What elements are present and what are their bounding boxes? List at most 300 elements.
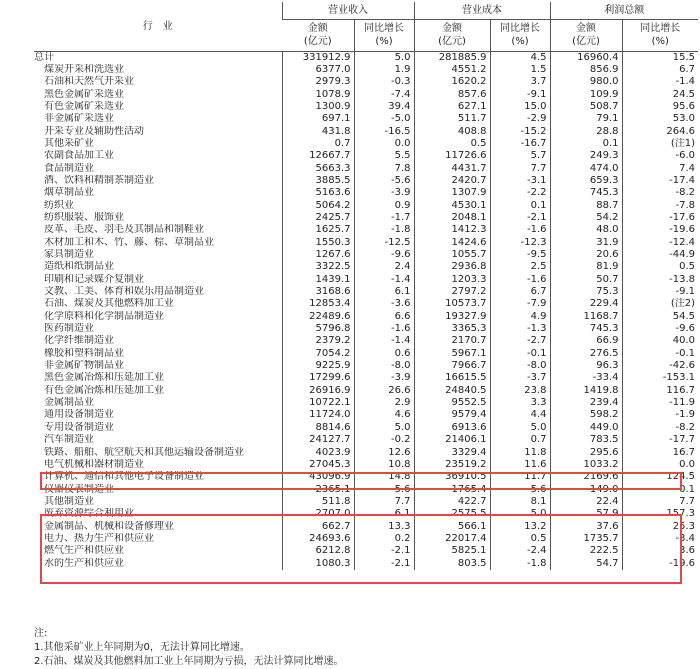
- industry-name-cell: 汽车制造业: [44, 434, 94, 446]
- table-row: [34, 360, 698, 372]
- revenue-amount-cell: 7054.2: [282, 348, 354, 360]
- cost-amount-cell: 16615.5: [414, 372, 490, 384]
- table-row: [34, 200, 698, 212]
- revenue-amount-cell: 1078.9: [282, 89, 354, 101]
- profit-amount-cell: 22.4: [550, 496, 622, 508]
- industry-name-cell: 石油和天然气开采业: [44, 76, 134, 88]
- revenue-growth-cell: 39.4: [354, 101, 414, 113]
- cost-amount-cell: 1620.2: [414, 76, 490, 88]
- table-row: [34, 558, 698, 570]
- revenue-growth-cell: 13.3: [354, 521, 414, 533]
- table-row: [34, 274, 698, 286]
- industry-name-cell: 食品制造业: [44, 162, 94, 174]
- revenue-amount-cell: 1080.3: [282, 558, 354, 570]
- profit-amount-cell: 745.3: [550, 323, 622, 335]
- profit-growth-cell: 116.7: [622, 385, 698, 397]
- cost-amount-cell: 2936.8: [414, 261, 490, 273]
- profit-growth-cell: -0.1: [622, 348, 698, 360]
- revenue-growth-cell: -0.2: [354, 434, 414, 446]
- table-row: [34, 397, 698, 409]
- revenue-growth-cell: 5.5: [354, 150, 414, 162]
- cost-growth-cell: 1.5: [490, 64, 550, 76]
- cost-growth-cell: 11.6: [490, 459, 550, 471]
- revenue-amount-cell: 43096.9: [282, 471, 354, 483]
- profit-amount-cell: 745.3: [550, 187, 622, 199]
- table-row: [34, 434, 698, 446]
- cost-growth-cell: -2.4: [490, 545, 550, 557]
- industry-name-cell: 烟草制品业: [44, 187, 94, 199]
- revenue-amount-cell: 9225.9: [282, 360, 354, 372]
- cost-growth-cell: -1.8: [490, 558, 550, 570]
- cost-amount-cell: 1412.3: [414, 224, 490, 236]
- profit-growth-cell: 0.0: [622, 459, 698, 471]
- revenue-growth-cell: 6.1: [354, 508, 414, 520]
- industry-header: 行 业: [34, 2, 282, 51]
- profit-growth-cell: 15.5: [622, 51, 698, 64]
- cost-growth-cell: -15.2: [490, 126, 550, 138]
- industry-name-cell: 铁路、船舶、航空航天和其他运输设备制造业: [44, 446, 244, 458]
- cost-growth-cell: 4.5: [490, 51, 550, 64]
- profit-growth-cell: 124.5: [622, 471, 698, 483]
- revenue-amount-cell: 12667.7: [282, 150, 354, 162]
- profit-amount-cell: 239.4: [550, 397, 622, 409]
- profit-amount-cell: 474.0: [550, 163, 622, 175]
- cost-amount-cell: 21406.1: [414, 434, 490, 446]
- cost-amount-cell: 422.7: [414, 496, 490, 508]
- industry-name-cell: 石油、煤炭及其他燃料加工业: [44, 298, 174, 310]
- table-row: [34, 545, 698, 557]
- industry-name-cell: 文教、工美、体育和娱乐用品制造业: [44, 286, 204, 298]
- profit-growth-cell: -17.6: [622, 212, 698, 224]
- cost-growth-cell: -2.1: [490, 212, 550, 224]
- profit-growth-cell: 40.0: [622, 335, 698, 347]
- profit-amount-cell: 88.7: [550, 200, 622, 212]
- industry-name-cell: 有色金属矿采选业: [44, 100, 124, 112]
- revenue-amount-cell: 6377.0: [282, 64, 354, 76]
- profit-growth-cell: 24.5: [622, 89, 698, 101]
- cost-amount-cell: 627.1: [414, 101, 490, 113]
- cost-amount-cell: 0.5: [414, 138, 490, 150]
- cost-amount-cell: 9552.5: [414, 397, 490, 409]
- cost-growth-cell: 0.7: [490, 434, 550, 446]
- revenue-growth-cell: 0.9: [354, 200, 414, 212]
- profit-amount-cell: 54.7: [550, 558, 622, 570]
- table-row: [34, 237, 698, 249]
- profit-amount-cell: 66.9: [550, 335, 622, 347]
- industry-name-cell: 燃气生产和供应业: [44, 545, 124, 557]
- revenue-growth-cell: 12.6: [354, 447, 414, 459]
- table-row: [34, 249, 698, 261]
- table-row: [34, 212, 698, 224]
- revenue-growth-cell: -3.6: [354, 298, 414, 310]
- revenue-amount-cell: 1300.9: [282, 101, 354, 113]
- profit-growth-cell: -8.2: [622, 187, 698, 199]
- profit-amount-cell: 1168.7: [550, 311, 622, 323]
- table-row: [34, 521, 698, 533]
- cost-growth-cell: -0.1: [490, 348, 550, 360]
- cost-growth-cell: 13.2: [490, 521, 550, 533]
- revenue-growth-cell: 2.4: [354, 261, 414, 273]
- profit-amount-cell: 229.4: [550, 298, 622, 310]
- revenue-amount-cell: 3168.6: [282, 286, 354, 298]
- revenue-amount-cell: 3322.5: [282, 261, 354, 273]
- revenue-growth-cell: 7.7: [354, 496, 414, 508]
- profit-growth-cell: -3.4: [622, 533, 698, 545]
- profit-growth-cell: 54.5: [622, 311, 698, 323]
- table-row: [34, 459, 698, 471]
- industry-name-cell: 非金属矿采选业: [44, 113, 114, 125]
- industry-name-cell: 医药制造业: [44, 323, 94, 335]
- cost-growth-cell: -3.7: [490, 372, 550, 384]
- profit-amount-cell: 54.2: [550, 212, 622, 224]
- profit-growth-cell: -8.2: [622, 422, 698, 434]
- revenue-amount-cell: 27045.3: [282, 459, 354, 471]
- revenue-amount-cell: 26916.9: [282, 385, 354, 397]
- table-row: [34, 150, 698, 162]
- profit-amount-cell: 856.9: [550, 64, 622, 76]
- cost-amount-cell: 5825.1: [414, 545, 490, 557]
- cost-amount-cell: 1424.6: [414, 237, 490, 249]
- profit-growth-cell: 25.3: [622, 521, 698, 533]
- cost-amount-cell: 10573.7: [414, 298, 490, 310]
- revenue-growth-cell: -1.6: [354, 323, 414, 335]
- table-row: [34, 348, 698, 360]
- cost-growth-cell: -1.3: [490, 323, 550, 335]
- cost-growth-cell: 5.7: [490, 150, 550, 162]
- cost-amount-cell: 857.6: [414, 89, 490, 101]
- revenue-group-header: 营业收入: [282, 2, 414, 19]
- cost-growth-cell: -7.9: [490, 298, 550, 310]
- profit-growth-cell: -19.6: [622, 224, 698, 236]
- profit-amount-cell: -33.4: [550, 372, 622, 384]
- revenue-amount-cell: 1625.7: [282, 224, 354, 236]
- profit-amount-cell: 149.0: [550, 484, 622, 496]
- profit-growth-cell: -9.1: [622, 286, 698, 298]
- cost-growth-cell: 11.7: [490, 471, 550, 483]
- profit-amount-cell: 31.9: [550, 237, 622, 249]
- industry-name-cell: 废弃资源综合利用业: [44, 508, 134, 520]
- profit-group-header: 利润总额: [550, 2, 698, 19]
- revenue-growth-cell: 2.9: [354, 397, 414, 409]
- cost-amount-cell: 281885.9: [414, 51, 490, 64]
- profit-growth-header: 同比增长 (%): [622, 19, 698, 51]
- revenue-amount-cell: 2979.3: [282, 76, 354, 88]
- cost-amount-cell: 3365.3: [414, 323, 490, 335]
- revenue-amount-cell: 1439.1: [282, 274, 354, 286]
- industry-name-cell: 电气机械和器材制造业: [44, 458, 144, 470]
- profit-growth-cell: -1.9: [622, 409, 698, 421]
- revenue-growth-cell: -12.5: [354, 237, 414, 249]
- table-row: [34, 447, 698, 459]
- table-row: [34, 76, 698, 88]
- profit-amount-cell: 2169.6: [550, 471, 622, 483]
- profit-amount-cell: 508.7: [550, 101, 622, 113]
- cost-growth-cell: 0.1: [490, 200, 550, 212]
- table-row: [34, 286, 698, 298]
- profit-growth-cell: -1.4: [622, 76, 698, 88]
- table-row: [34, 175, 698, 187]
- cost-amount-cell: 3329.4: [414, 447, 490, 459]
- cost-growth-cell: -8.0: [490, 360, 550, 372]
- revenue-amount-cell: 662.7: [282, 521, 354, 533]
- revenue-amount-cell: 22489.6: [282, 311, 354, 323]
- cost-amount-cell: 6913.6: [414, 422, 490, 434]
- profit-growth-cell: 53.0: [622, 113, 698, 125]
- revenue-amount-cell: 3885.5: [282, 175, 354, 187]
- profit-amount-cell: 48.0: [550, 224, 622, 236]
- profit-amount-cell: 20.6: [550, 249, 622, 261]
- industry-name-cell: 印刷和记录媒介复制业: [44, 273, 144, 285]
- cost-growth-cell: 0.5: [490, 533, 550, 545]
- cost-amount-cell: 1765.4: [414, 484, 490, 496]
- cost-amount-cell: 22017.4: [414, 533, 490, 545]
- cost-amount-cell: 4551.2: [414, 64, 490, 76]
- industry-name-cell: 金属制品、机械和设备修理业: [44, 520, 174, 532]
- table-row: [34, 138, 698, 150]
- revenue-amount-cell: 2707.0: [282, 508, 354, 520]
- industry-name-cell: 纺织业: [44, 199, 74, 211]
- cost-growth-cell: -1.6: [490, 274, 550, 286]
- profit-amount-cell: 1419.8: [550, 385, 622, 397]
- profit-amount-cell: 222.5: [550, 545, 622, 557]
- table-row: [34, 51, 698, 64]
- profit-amount-cell: 295.6: [550, 447, 622, 459]
- revenue-growth-cell: 0.2: [354, 533, 414, 545]
- cost-growth-cell: 7.7: [490, 163, 550, 175]
- revenue-amount-cell: 24127.7: [282, 434, 354, 446]
- cost-growth-cell: 11.8: [490, 447, 550, 459]
- revenue-growth-cell: 5.0: [354, 51, 414, 64]
- table-row: [34, 533, 698, 545]
- cost-growth-cell: 4.4: [490, 409, 550, 421]
- profit-growth-cell: -153.1: [622, 372, 698, 384]
- profit-growth-cell: -6.0: [622, 150, 698, 162]
- table-row: [34, 298, 698, 310]
- revenue-growth-cell: 5.0: [354, 422, 414, 434]
- note-item: 2.石油、煤炭及其他燃料加工业上年同期为亏损，无法计算同比增速。: [34, 656, 344, 667]
- revenue-growth-cell: -5.0: [354, 113, 414, 125]
- cost-growth-cell: 3.3: [490, 397, 550, 409]
- revenue-amount-cell: 1550.3: [282, 237, 354, 249]
- profit-amount-cell: 96.3: [550, 360, 622, 372]
- revenue-growth-cell: -3.9: [354, 187, 414, 199]
- industry-name-cell: 开采专业及辅助性活动: [44, 125, 144, 137]
- table-row: [34, 484, 698, 496]
- table-row: [34, 508, 698, 520]
- cost-amount-header: 金额 (亿元): [414, 19, 490, 51]
- industry-name-cell: 化学原料和化学制品制造业: [44, 310, 164, 322]
- profit-growth-cell: -42.6: [622, 360, 698, 372]
- revenue-growth-cell: -5.6: [354, 175, 414, 187]
- cost-amount-cell: 4530.1: [414, 200, 490, 212]
- revenue-amount-cell: 5163.6: [282, 187, 354, 199]
- revenue-growth-cell: 10.8: [354, 459, 414, 471]
- revenue-amount-cell: 0.7: [282, 138, 354, 150]
- cost-growth-cell: -2.2: [490, 187, 550, 199]
- cost-growth-cell: -1.6: [490, 224, 550, 236]
- profit-growth-cell: 3.6: [622, 545, 698, 557]
- revenue-amount-cell: 5064.2: [282, 200, 354, 212]
- cost-growth-cell: 4.9: [490, 311, 550, 323]
- revenue-growth-cell: 6.6: [354, 311, 414, 323]
- revenue-amount-header: 金额 (亿元): [282, 19, 354, 51]
- cost-growth-cell: 5.0: [490, 422, 550, 434]
- cost-amount-cell: 408.8: [414, 126, 490, 138]
- profit-amount-cell: 50.7: [550, 274, 622, 286]
- revenue-growth-cell: 7.8: [354, 163, 414, 175]
- table-row: [34, 323, 698, 335]
- revenue-growth-cell: 14.8: [354, 471, 414, 483]
- revenue-growth-cell: -9.6: [354, 249, 414, 261]
- profit-growth-cell: -13.8: [622, 274, 698, 286]
- cost-growth-cell: 5.6: [490, 484, 550, 496]
- industry-name-cell: 水的生产和供应业: [44, 557, 124, 569]
- industry-name-cell: 煤炭开采和洗选业: [44, 63, 124, 75]
- cost-amount-cell: 803.5: [414, 558, 490, 570]
- cost-amount-cell: 2575.5: [414, 508, 490, 520]
- cost-growth-cell: 8.1: [490, 496, 550, 508]
- revenue-growth-cell: -7.4: [354, 89, 414, 101]
- revenue-amount-cell: 1267.6: [282, 249, 354, 261]
- profit-growth-cell: -19.6: [622, 558, 698, 570]
- revenue-amount-cell: 331912.9: [282, 51, 354, 64]
- profit-growth-cell: -9.6: [622, 323, 698, 335]
- cost-growth-cell: 6.7: [490, 286, 550, 298]
- industry-name-cell: 农副食品加工业: [44, 150, 114, 162]
- profit-growth-cell: 7.4: [622, 163, 698, 175]
- profit-amount-cell: 1735.7: [550, 533, 622, 545]
- industry-name-cell: 总计: [34, 51, 54, 63]
- revenue-growth-cell: 26.6: [354, 385, 414, 397]
- industry-name-cell: 家具制造业: [44, 249, 94, 260]
- industry-name-cell: 橡胶和塑料制品业: [44, 347, 124, 359]
- revenue-growth-cell: -16.5: [354, 126, 414, 138]
- revenue-growth-cell: 0.6: [354, 348, 414, 360]
- industry-name-cell: 电力、热力生产和供应业: [44, 532, 154, 544]
- profit-growth-cell: -17.7: [622, 434, 698, 446]
- revenue-growth-cell: -3.9: [354, 372, 414, 384]
- profit-amount-cell: 980.0: [550, 76, 622, 88]
- profit-amount-cell: 75.3: [550, 286, 622, 298]
- industry-name-cell: 计算机、通信和其他电子设备制造业: [44, 471, 204, 483]
- profit-amount-cell: 249.3: [550, 150, 622, 162]
- revenue-growth-cell: -0.3: [354, 76, 414, 88]
- revenue-amount-cell: 697.1: [282, 113, 354, 125]
- profit-growth-cell: -11.9: [622, 397, 698, 409]
- table-row: [34, 471, 698, 483]
- table-row: [34, 126, 698, 138]
- cost-group-header: 营业成本: [414, 2, 550, 19]
- cost-amount-cell: 1203.3: [414, 274, 490, 286]
- profit-growth-cell: (注2): [622, 298, 698, 310]
- profit-growth-cell: -12.4: [622, 237, 698, 249]
- revenue-amount-cell: 17299.6: [282, 372, 354, 384]
- revenue-amount-cell: 2379.2: [282, 335, 354, 347]
- revenue-amount-cell: 11724.0: [282, 409, 354, 421]
- revenue-growth-cell: 1.9: [354, 64, 414, 76]
- cost-growth-cell: 5.0: [490, 508, 550, 520]
- industry-name-cell: 造纸和纸制品业: [44, 261, 114, 273]
- revenue-amount-cell: 5796.8: [282, 323, 354, 335]
- cost-amount-cell: 24840.5: [414, 385, 490, 397]
- table-row: [34, 409, 698, 421]
- industry-name-cell: 黑色金属冶炼和压延加工业: [44, 372, 164, 384]
- industry-name-cell: 酒、饮料和精制茶制造业: [44, 174, 154, 186]
- profit-amount-cell: 598.2: [550, 409, 622, 421]
- revenue-amount-cell: 2425.7: [282, 212, 354, 224]
- industry-name-cell: 金属制品业: [44, 397, 94, 409]
- revenue-growth-cell: 6.1: [354, 286, 414, 298]
- revenue-amount-cell: 10722.1: [282, 397, 354, 409]
- profit-amount-cell: 276.5: [550, 348, 622, 360]
- profit-growth-cell: -44.9: [622, 249, 698, 261]
- cost-amount-cell: 5967.1: [414, 348, 490, 360]
- profit-amount-cell: 449.0: [550, 422, 622, 434]
- industry-name-cell: 化学纤维制造业: [44, 335, 114, 347]
- revenue-growth-header: 同比增长 (%): [354, 19, 414, 51]
- revenue-growth-cell: -2.1: [354, 545, 414, 557]
- revenue-amount-cell: 6212.8: [282, 545, 354, 557]
- cost-growth-cell: 3.7: [490, 76, 550, 88]
- revenue-amount-cell: 8814.6: [282, 422, 354, 434]
- industry-name-cell: 皮革、毛皮、羽毛及其制品和制鞋业: [44, 224, 204, 236]
- cost-growth-cell: -9.5: [490, 249, 550, 261]
- cost-amount-cell: 11726.6: [414, 150, 490, 162]
- revenue-amount-cell: 5663.3: [282, 163, 354, 175]
- cost-growth-cell: -3.1: [490, 175, 550, 187]
- revenue-amount-cell: 2365.1: [282, 484, 354, 496]
- cost-amount-cell: 19327.9: [414, 311, 490, 323]
- profit-growth-cell: (注1): [622, 138, 698, 150]
- revenue-amount-cell: 431.8: [282, 126, 354, 138]
- table-row: [34, 385, 698, 397]
- table-row: [34, 261, 698, 273]
- cost-amount-cell: 2797.2: [414, 286, 490, 298]
- cost-amount-cell: 2420.7: [414, 175, 490, 187]
- revenue-growth-cell: 4.6: [354, 409, 414, 421]
- profit-growth-cell: 157.3: [622, 508, 698, 520]
- note-item: 1.其他采矿业上年同期为0，无法计算同比增速。: [34, 642, 250, 653]
- cost-amount-cell: 1055.7: [414, 249, 490, 261]
- revenue-growth-cell: 0.0: [354, 138, 414, 150]
- notes: [34, 627, 344, 669]
- table-row: [34, 163, 698, 175]
- profit-amount-cell: 28.8: [550, 126, 622, 138]
- profit-growth-cell: -17.4: [622, 175, 698, 187]
- cost-amount-cell: 4431.7: [414, 163, 490, 175]
- table-row: [34, 422, 698, 434]
- profit-amount-cell: 1033.2: [550, 459, 622, 471]
- industry-name-cell: 有色金属冶炼和压延加工业: [44, 384, 164, 396]
- table-row: [34, 224, 698, 236]
- cost-growth-cell: -2.7: [490, 335, 550, 347]
- profit-growth-cell: -0.1: [622, 484, 698, 496]
- revenue-growth-cell: -8.0: [354, 360, 414, 372]
- cost-amount-cell: 36910.5: [414, 471, 490, 483]
- profit-amount-cell: 57.9: [550, 508, 622, 520]
- industry-name-cell: 木材加工和木、竹、藤、棕、草制品业: [44, 236, 214, 248]
- cost-growth-cell: 23.8: [490, 385, 550, 397]
- profit-growth-cell: 0.5: [622, 261, 698, 273]
- profit-amount-cell: 81.9: [550, 261, 622, 273]
- profit-growth-cell: 6.7: [622, 64, 698, 76]
- revenue-growth-cell: -1.4: [354, 274, 414, 286]
- cost-amount-cell: 7966.7: [414, 360, 490, 372]
- cost-amount-cell: 2170.7: [414, 335, 490, 347]
- cost-growth-cell: -2.9: [490, 113, 550, 125]
- cost-growth-cell: 15.0: [490, 101, 550, 113]
- cost-growth-cell: -9.1: [490, 89, 550, 101]
